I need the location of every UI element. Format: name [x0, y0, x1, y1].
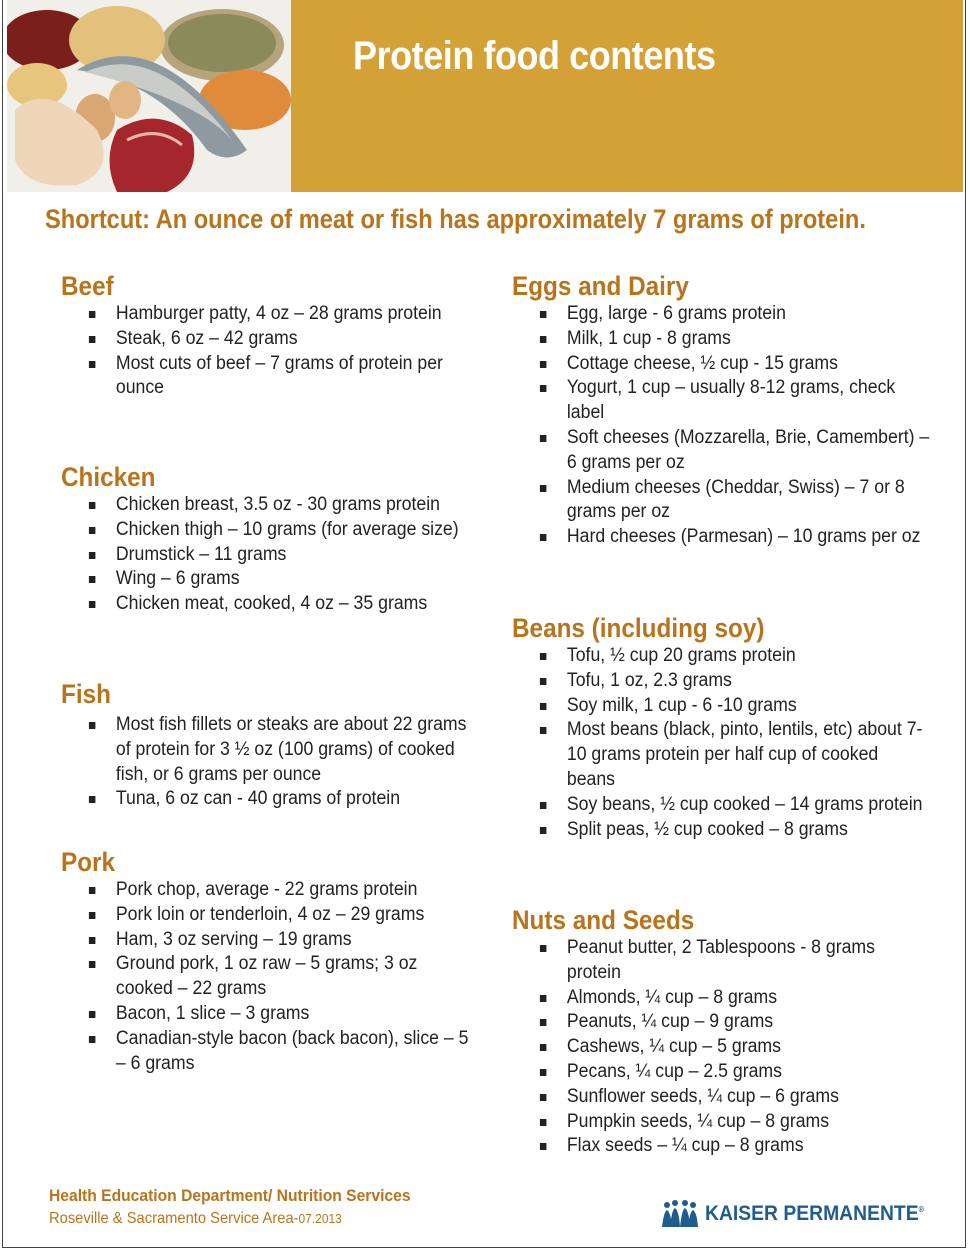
list-item: Cottage cheese, ½ cup - 15 grams — [512, 352, 930, 377]
bullet-icon — [540, 653, 547, 660]
logo-wordmark: KAISER PERMANENTE® — [705, 1202, 925, 1225]
list-item: Pork loin or tenderloin, 4 oz – 29 grams — [61, 903, 479, 928]
list-item: Chicken breast, 3.5 oz - 30 grams protein — [61, 493, 479, 518]
bullet-icon — [540, 311, 547, 318]
bullet-icon — [540, 678, 547, 685]
bullet-icon — [89, 601, 96, 608]
section-heading: Beans (including soy) — [512, 613, 765, 643]
list-item: Canadian-style bacon (back bacon), slice – 5 – 6 grams — [61, 1027, 479, 1077]
bullet-icon — [540, 827, 547, 834]
bullet-icon — [89, 527, 96, 534]
list-item: Cashews, ¼ cup – 5 grams — [512, 1035, 930, 1060]
list-item: Sunflower seeds, ¼ cup – 6 grams — [512, 1085, 930, 1110]
section-heading: Fish — [61, 679, 111, 709]
list-item: Most cuts of beef – 7 grams of protein per ounce — [61, 352, 479, 402]
footer-department: Health Education Department/ Nutrition Services — [49, 1186, 411, 1205]
bullet-icon — [540, 1069, 547, 1076]
list-item: Most beans (black, pinto, lentils, etc) about 7-10 grams protein per half cup of cooked beans — [512, 718, 930, 792]
list-item: Hamburger patty, 4 oz – 28 grams protein — [61, 302, 479, 327]
section-heading: Eggs and Dairy — [512, 271, 689, 301]
bullet-icon — [540, 1119, 547, 1126]
list-item: Hard cheeses (Parmesan) – 10 grams per oz — [512, 525, 930, 550]
page-title: Protein food contents — [353, 34, 716, 78]
bullet-icon — [540, 703, 547, 710]
list-item: Almonds, ¼ cup – 8 grams — [512, 986, 930, 1011]
bullet-icon — [540, 534, 547, 541]
list-item: Soft cheeses (Mozzarella, Brie, Camembert) – 6 grams per oz — [512, 426, 930, 476]
list-item: Tofu, 1 oz, 2.3 grams — [512, 669, 930, 694]
list-item: Egg, large - 6 grams protein — [512, 302, 930, 327]
bullet-icon — [89, 1011, 96, 1018]
bullet-icon — [540, 1094, 547, 1101]
bullet-icon — [540, 802, 547, 809]
list-item: Tofu, ½ cup 20 grams protein — [512, 644, 930, 669]
bullet-icon — [89, 361, 96, 368]
bullet-icon — [540, 1143, 547, 1150]
list-item: Peanut butter, 2 Tablespoons - 8 grams protein — [512, 936, 930, 986]
list-item: Flax seeds – ¼ cup – 8 grams — [512, 1134, 930, 1159]
bullet-icon — [89, 552, 96, 559]
section-pork — [61, 846, 510, 1076]
section-beef — [61, 270, 510, 401]
kaiser-people-icon — [661, 1199, 699, 1229]
bullet-icon — [89, 311, 96, 318]
bullet-icon — [540, 1019, 547, 1026]
list-item: Pork chop, average - 22 grams protein — [61, 878, 479, 903]
list-item: Milk, 1 cup - 8 grams — [512, 327, 930, 352]
list-item: Wing – 6 grams — [61, 567, 479, 592]
bullet-icon — [89, 1036, 96, 1043]
list-item: Steak, 6 oz – 42 grams — [61, 327, 479, 352]
bullet-icon — [540, 1044, 547, 1051]
list-item: Yogurt, 1 cup – usually 8-12 grams, check label — [512, 376, 930, 426]
section-heading: Pork — [61, 847, 116, 877]
section-heading: Nuts and Seeds — [512, 905, 695, 935]
bullet-icon — [89, 502, 96, 509]
bullet-icon — [540, 485, 547, 492]
list-item: Medium cheeses (Cheddar, Swiss) – 7 or 8 grams per oz — [512, 476, 930, 526]
list-item: Ground pork, 1 oz raw – 5 grams; 3 oz cooked – 22 grams — [61, 952, 479, 1002]
section-heading: Beef — [61, 271, 114, 301]
bullet-icon — [89, 336, 96, 343]
list-item: Bacon, 1 slice – 3 grams — [61, 1002, 479, 1027]
list-item: Split peas, ½ cup cooked – 8 grams — [512, 818, 930, 843]
list-item: Most fish fillets or steaks are about 22 grams of protein for 3 ½ oz (100 grams) of cooked fish, or 6 grams per ounce — [61, 713, 479, 787]
list-item: Pecans, ¼ cup – 2.5 grams — [512, 1060, 930, 1085]
bullet-icon — [89, 887, 96, 894]
kaiser-permanente-logo — [661, 1196, 943, 1232]
protein-foods-illustration — [7, 0, 291, 192]
section-chicken — [61, 461, 510, 617]
bullet-icon — [540, 385, 547, 392]
protein-foods-photo — [7, 0, 291, 192]
list-item: Peanuts, ¼ cup – 9 grams — [512, 1010, 930, 1035]
list-item: Soy beans, ½ cup cooked – 14 grams protein — [512, 793, 930, 818]
page — [2, 0, 966, 1248]
section-nuts-seeds — [512, 904, 961, 1159]
item-list — [61, 302, 510, 401]
bullet-icon — [89, 937, 96, 944]
bullet-icon — [89, 576, 96, 583]
item-list — [512, 302, 961, 550]
header-band — [291, 0, 963, 192]
list-item: Pumpkin seeds, ¼ cup – 8 grams — [512, 1110, 930, 1135]
bullet-icon — [540, 727, 547, 734]
section-eggs-dairy — [512, 270, 961, 550]
bullet-icon — [89, 796, 96, 803]
list-item: Tuna, 6 oz can - 40 grams of protein — [61, 787, 479, 812]
section-fish — [61, 678, 510, 812]
list-item: Chicken meat, cooked, 4 oz – 35 grams — [61, 592, 479, 617]
bullet-icon — [89, 722, 96, 729]
list-item: Drumstick – 11 grams — [61, 543, 479, 568]
list-item: Ham, 3 oz serving – 19 grams — [61, 928, 479, 953]
list-item: Soy milk, 1 cup - 6 -10 grams — [512, 694, 930, 719]
item-list — [61, 493, 510, 617]
item-list — [61, 878, 510, 1076]
bullet-icon — [89, 961, 96, 968]
bullet-icon — [89, 912, 96, 919]
footer-date: 07.2013 — [298, 1211, 342, 1226]
bullet-icon — [540, 361, 547, 368]
section-heading: Chicken — [61, 462, 156, 492]
bullet-icon — [540, 435, 547, 442]
shortcut-note: Shortcut: An ounce of meat or fish has approximately 7 grams of protein. — [45, 204, 866, 234]
list-item: Chicken thigh – 10 grams (for average size) — [61, 518, 479, 543]
bullet-icon — [540, 336, 547, 343]
item-list — [512, 644, 961, 842]
section-beans — [512, 612, 961, 842]
item-list — [61, 713, 510, 812]
footer-service-area: Roseville & Sacramento Service Area-07.2013 — [49, 1210, 342, 1227]
item-list — [512, 936, 961, 1159]
bullet-icon — [540, 945, 547, 952]
bullet-icon — [540, 995, 547, 1002]
